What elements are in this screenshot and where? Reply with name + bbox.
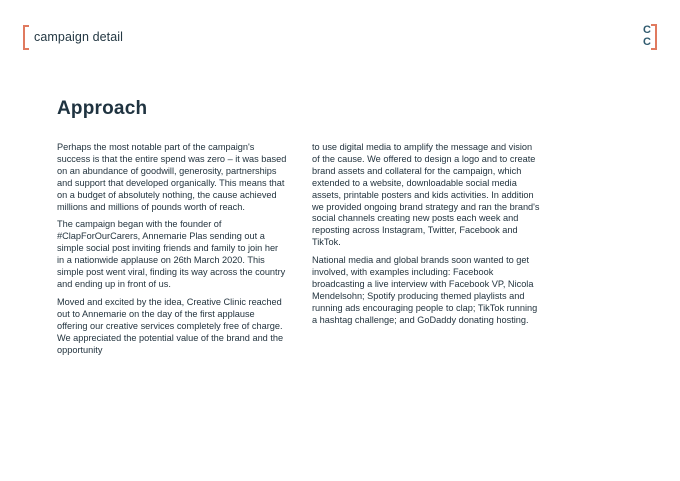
header-bracket-decoration (23, 25, 29, 50)
paragraph: Perhaps the most notable part of the campaign's success is that the entire spend was zero – it was based on an abundance of goodwill, generosity, partnerships and support that developed organically. This means that on a budget of absolutely nothing, the cause achieved millions and millions of pounds worth of reach. (57, 142, 287, 212)
logo-bracket-decoration (651, 24, 657, 50)
page-title: Approach (57, 98, 148, 119)
section-label: campaign detail (34, 30, 124, 44)
text-column-left (57, 142, 287, 362)
paragraph: Moved and excited by the idea, Creative Clinic reached out to Annemarie on the day of the first applause offering our creative services completely free of charge. We appreciated the potential value of the brand and the opportunity (57, 296, 284, 355)
logo-letter-bottom: C (643, 36, 651, 48)
brand-logo (641, 24, 657, 50)
paragraph: to use digital media to amplify the message and vision of the cause. We offered to design a logo and to create brand assets and collateral for the campaign, which extended to a website, downloadable social media assets, printable posters and kids activities. In addition we provided ongoing brand strategy and ran the brand's social channels creating new posts each week and reposting across Instagram, Twitter, Facebook and TikTok. (312, 142, 540, 248)
paragraph: National media and global brands soon wanted to get involved, with examples including: Facebook broadcasting a live interview with Facebook VP, Nicola Mendelsohn; Spotify producing themed playlists and running ads encouraging people to clap; TikTok running a hashtag challenge; and GoDaddy donating hosting. (312, 255, 538, 325)
text-column-right (312, 142, 542, 333)
paragraph: The campaign began with the founder of #ClapForOurCarers, Annemarie Plas sending out a simple social post inviting friends and family to join her in a nationwide applause on 26th March 2020. This simple post went viral, finding its way across the country and ending up in front of us. (57, 219, 286, 289)
logo-letter-top: C (643, 24, 651, 36)
